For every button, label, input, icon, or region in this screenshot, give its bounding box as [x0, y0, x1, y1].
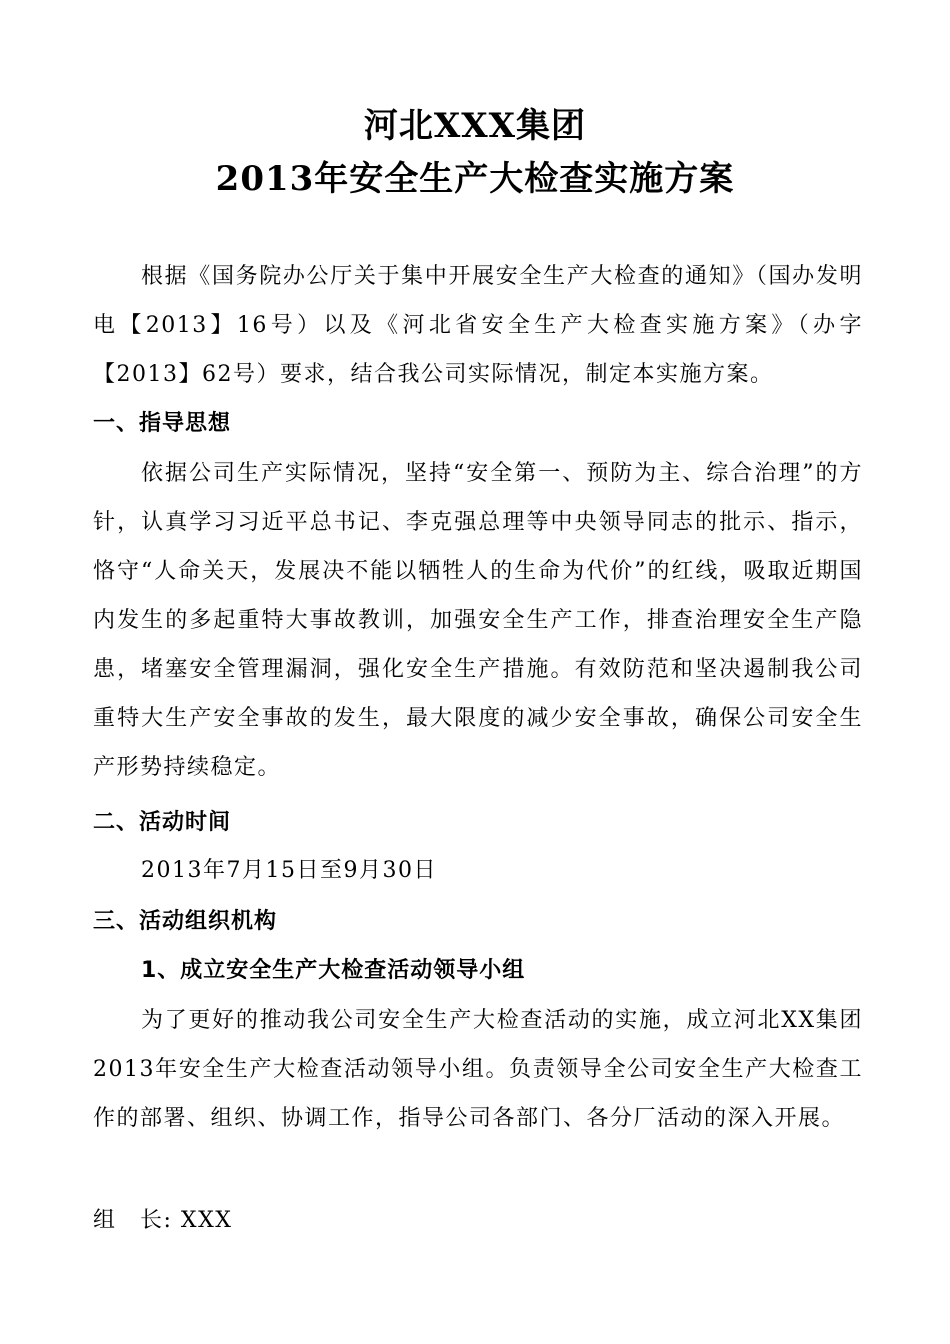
section3-heading: 三、活动组织机构 [93, 909, 278, 934]
section2-heading: 二、活动时间 [93, 810, 232, 835]
section2-paragraph: 2013年7月15日至9月30日 [141, 858, 437, 883]
document-title-line2: 2013年安全生产大检查实施方案 [215, 159, 735, 199]
intro-paragraph: 根据《国务院办公厅关于集中开展安全生产大检查的通知》（国办发明电【2013】16号）以及《河北省安全生产大检查实施方案》（办字【2013】62号）要求，结合我公司实际情况，制定本实施方案。 [93, 264, 863, 387]
section3-subheading: 1、成立安全生产大检查活动领导小组 [141, 958, 526, 983]
section1-heading: 一、指导思想 [93, 411, 232, 436]
document-title-line1: 河北XXX集团 [363, 106, 587, 146]
leader-line [93, 1206, 232, 1236]
leader-label: 组 长: [93, 1208, 173, 1233]
leader-value: XXX [180, 1208, 233, 1233]
section1-paragraph: 依据公司生产实际情况，坚持“安全第一、预防为主、综合治理”的方针，认真学习习近平总书记、李克强总理等中央领导同志的批示、指示，恪守“人命关天，发展决不能以牺牲人的生命为代价”的红线，吸取近期国内发生的多起重特大事故教训，加强安全生产工作，排查治理安全生产隐患，堵塞安全管理漏洞，强化安全生产措施。有效防范和坚决遏制我公司重特大生产安全事故的发生，最大限度的减少安全事故，确保公司安全生产形势持续稳定。 [93, 461, 863, 780]
section3-paragraph: 为了更好的推动我公司安全生产大检查活动的实施，成立河北XX集团2013年安全生产大检查活动领导小组。负责领导全公司安全生产大检查工作的部署、组织、协调工作，指导公司各部门、各分厂活动的深入开展。 [93, 1008, 863, 1131]
